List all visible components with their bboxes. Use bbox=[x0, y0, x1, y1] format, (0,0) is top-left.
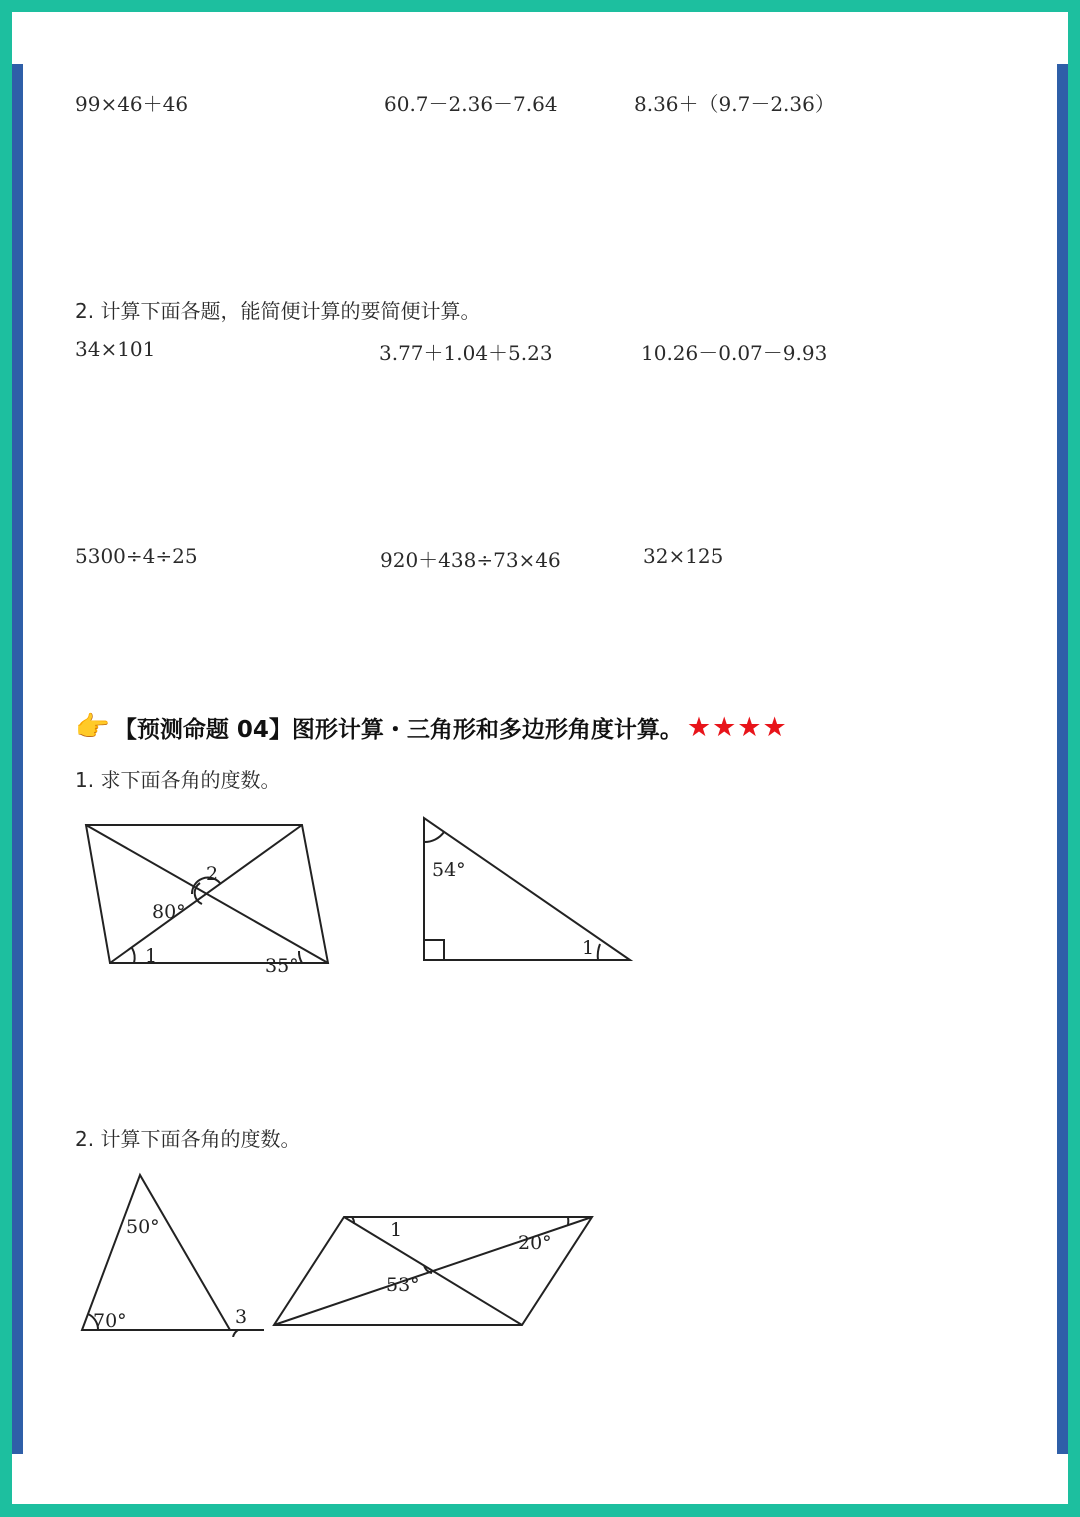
angle-arc bbox=[299, 951, 302, 963]
triangle-exterior-angle-diagram bbox=[72, 1167, 272, 1337]
right-triangle-diagram bbox=[412, 812, 642, 972]
angle-label-70: 70° bbox=[93, 1310, 127, 1332]
angle-label-50: 50° bbox=[126, 1216, 160, 1238]
expression-7: 5300÷4÷25 bbox=[75, 544, 198, 568]
question-2-title: 2. 计算下面各题，能简便计算的要简便计算。 bbox=[75, 299, 481, 323]
expression-5: 3.77＋1.04＋5.23 bbox=[379, 341, 553, 365]
angle-arc bbox=[132, 948, 135, 963]
right-angle-mark bbox=[424, 940, 444, 960]
section-title: 【预测命题 04】图形计算・三角形和多边形角度计算。 bbox=[113, 716, 683, 743]
angle-label-20: 20° bbox=[518, 1232, 552, 1254]
diagonal-line bbox=[110, 825, 302, 963]
slanted-parallelogram-diagram bbox=[272, 1207, 602, 1337]
angle-label-1: 1 bbox=[582, 937, 595, 959]
angle-arc bbox=[424, 832, 444, 842]
angle-label-1: 1 bbox=[145, 945, 158, 967]
expression-8: 920＋438÷73×46 bbox=[380, 548, 561, 572]
pointing-hand-icon: 👉 bbox=[75, 710, 110, 743]
angle-label-80: 80° bbox=[152, 901, 186, 923]
triangle-outline bbox=[424, 818, 630, 960]
worksheet-page bbox=[12, 12, 1068, 1504]
angle-label-35: 35° bbox=[265, 955, 299, 977]
expression-9: 32×125 bbox=[643, 544, 724, 568]
section-heading bbox=[75, 707, 788, 747]
angle-label-53: 53° bbox=[386, 1274, 420, 1296]
angle-arc bbox=[598, 944, 600, 960]
expression-4: 34×101 bbox=[75, 337, 156, 361]
right-accent-bar bbox=[1057, 64, 1068, 1454]
difficulty-stars-icon: ★★★★ bbox=[686, 711, 788, 743]
part-1-title: 1. 求下面各角的度数。 bbox=[75, 768, 281, 792]
triangle-outline bbox=[82, 1175, 230, 1330]
part-2-title: 2. 计算下面各角的度数。 bbox=[75, 1127, 301, 1151]
expression-2: 60.7－2.36－7.64 bbox=[384, 92, 558, 116]
left-accent-bar bbox=[12, 64, 23, 1454]
parallelogram-diagram bbox=[72, 812, 362, 982]
expression-1: 99×46＋46 bbox=[75, 92, 189, 116]
angle-arc bbox=[233, 1330, 238, 1337]
expression-6: 10.26－0.07－9.93 bbox=[641, 341, 828, 365]
angle-label-3: 3 bbox=[235, 1306, 248, 1328]
angle-label-1: 1 bbox=[390, 1219, 403, 1241]
angle-label-54: 54° bbox=[432, 859, 466, 881]
angle-label-2: 2 bbox=[206, 863, 219, 885]
expression-3: 8.36＋（9.7－2.36） bbox=[634, 92, 835, 116]
